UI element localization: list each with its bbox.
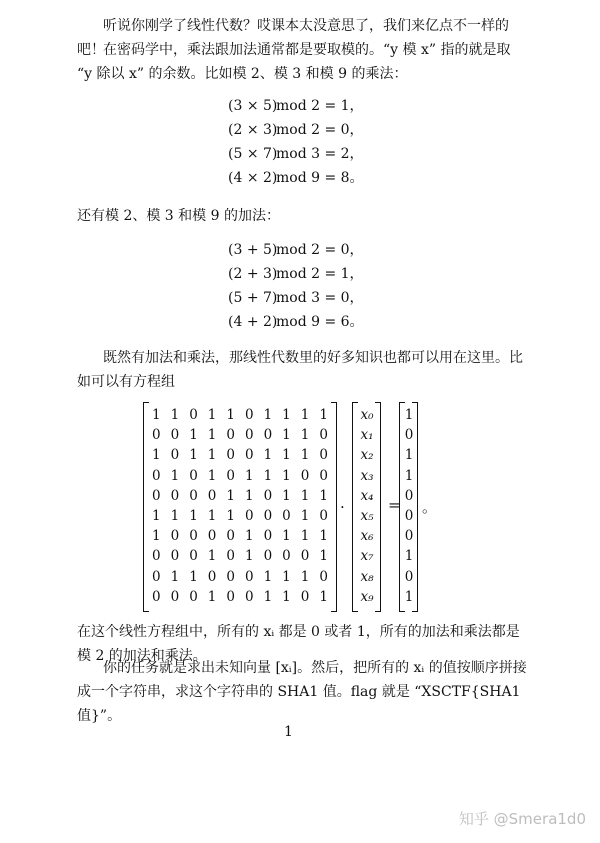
matrix-cell: 0 bbox=[226, 548, 235, 565]
result-right-bracket bbox=[412, 402, 418, 612]
matrix-cell: 0 bbox=[170, 588, 180, 605]
matrix-cell: 0 bbox=[226, 447, 235, 464]
matrix-cell: 1 bbox=[319, 548, 328, 565]
equation-row bbox=[228, 310, 364, 334]
matrix-cell: 0 bbox=[226, 588, 235, 605]
matrix-cell: 1 bbox=[189, 427, 198, 444]
matrix-right-bracket bbox=[331, 402, 337, 612]
result-cell: 1 bbox=[404, 407, 414, 423]
matrix-cell: 0 bbox=[189, 588, 198, 605]
matrix-cell: 0 bbox=[207, 528, 217, 545]
matrix-cell: 1 bbox=[152, 407, 161, 423]
result-cell: 1 bbox=[404, 548, 414, 565]
matrix-cell: 1 bbox=[282, 588, 291, 605]
matrix-cell: 0 bbox=[189, 487, 198, 504]
equation-rhs: mod 9 = 6。 bbox=[276, 314, 364, 330]
addition-intro-paragraph: 还有模 2、模 3 和模 9 的加法： bbox=[77, 208, 280, 224]
matrix-cell: 0 bbox=[152, 427, 161, 444]
matrix-cell: 0 bbox=[152, 588, 161, 605]
matrix-cell: 1 bbox=[263, 407, 273, 423]
matrix-cell: 0 bbox=[263, 528, 273, 545]
equation-lhs: (4 × 2) bbox=[228, 170, 278, 186]
matrix-cell: 1 bbox=[226, 487, 235, 504]
unknown-cell: x₇ bbox=[360, 548, 374, 565]
result-cell: 0 bbox=[404, 528, 414, 545]
matrix-cell: 1 bbox=[300, 407, 310, 423]
matrix-cell: 0 bbox=[170, 447, 180, 464]
result-cell: 0 bbox=[404, 427, 414, 444]
matrix-cell: 0 bbox=[300, 467, 310, 484]
task-paragraph: 你的任务就是求出未知向量 [xᵢ]。然后，把所有的 xᵢ 的值按顺序拼接成一个字符串，求这个字符串的 SHA1 值。flag 就是 “XSCTF{SHA1 值}”。 bbox=[77, 660, 527, 724]
matrix-cell: 1 bbox=[263, 568, 273, 585]
unknown-cell: x₈ bbox=[360, 568, 374, 585]
result-cell: 1 bbox=[404, 447, 414, 464]
system-intro-paragraph: 既然有加法和乘法，那线性代数里的好多知识也都可以用在这里。比如可以有方程组 bbox=[77, 350, 523, 390]
matrix-cell: 1 bbox=[207, 548, 217, 565]
equation-rhs: mod 2 = 0， bbox=[276, 122, 364, 138]
matrix-cell: 1 bbox=[263, 588, 273, 605]
matrix-cell: 1 bbox=[282, 447, 291, 464]
unknown-cell: x₉ bbox=[360, 588, 374, 605]
matrix-cell: 1 bbox=[207, 588, 217, 605]
equation-row bbox=[228, 94, 364, 118]
watermark: 知乎 @Smera1d0 bbox=[458, 810, 586, 828]
equation-lhs: (5 × 7) bbox=[228, 146, 278, 162]
page-number: 1 bbox=[284, 724, 293, 740]
matrix-cell: 1 bbox=[244, 528, 254, 545]
equation-rhs: mod 2 = 1， bbox=[276, 266, 364, 282]
matrix-cell: 1 bbox=[207, 407, 217, 423]
matrix-cell: 0 bbox=[189, 467, 198, 484]
matrix-cell: 1 bbox=[319, 487, 328, 504]
matrix-cell: 0 bbox=[152, 548, 161, 565]
matrix-cell: 1 bbox=[282, 467, 291, 484]
matrix-cell: 1 bbox=[152, 528, 161, 545]
matrix-cell: 0 bbox=[263, 507, 273, 524]
matrix-cell: 1 bbox=[207, 427, 217, 444]
matrix-cell: 1 bbox=[319, 528, 328, 545]
matrix-cell: 0 bbox=[282, 507, 291, 524]
matrix-cell: 0 bbox=[226, 427, 235, 444]
matrix-cell: 0 bbox=[207, 487, 217, 504]
matrix-cell: 1 bbox=[282, 568, 291, 585]
matrix-cell: 1 bbox=[207, 447, 217, 464]
matrix-cell: 1 bbox=[300, 447, 310, 464]
matrix-cell: 1 bbox=[170, 407, 180, 423]
matrix-cell: 1 bbox=[244, 467, 254, 484]
unknown-cell: x₅ bbox=[360, 507, 374, 524]
matrix-cell: 0 bbox=[319, 467, 328, 484]
matrix-cell: 1 bbox=[300, 427, 310, 444]
matrix-cell: 0 bbox=[189, 548, 198, 565]
matrix-cell: 1 bbox=[226, 507, 235, 524]
multiply-dot: · bbox=[340, 498, 345, 516]
matrix-cell: 0 bbox=[300, 548, 310, 565]
matrix-cell: 1 bbox=[282, 528, 291, 545]
constraint-paragraph: 在这个线性方程组中，所有的 xᵢ 都是 0 或者 1，所有的加法和乘法都是模 2 的加法和乘法。 bbox=[77, 624, 520, 664]
modulo-explanation-paragraph: 在密码学中，乘法跟加法通常都是要取模的。“y 模 x” 指的就是取 “y 除以 x” 的余数。比如模 2、模 3 和模 9 的乘法： bbox=[77, 42, 511, 82]
matrix-cell: 1 bbox=[300, 568, 310, 585]
matrix-cell: 0 bbox=[189, 407, 198, 423]
matrix-cell: 1 bbox=[170, 568, 180, 585]
intro-paragraph: 听说你刚学了线性代数？哎课本太没意思了，我们来亿点不一样的吧！ bbox=[77, 18, 509, 58]
matrix-cell: 0 bbox=[282, 548, 291, 565]
matrix-cell: 1 bbox=[282, 427, 291, 444]
result-cell: 0 bbox=[404, 568, 414, 585]
unknown-cell: x₆ bbox=[360, 528, 374, 545]
matrix-cell: 1 bbox=[282, 487, 291, 504]
matrix-cell: 0 bbox=[263, 548, 273, 565]
matrix-cell: 1 bbox=[300, 487, 310, 504]
matrix-cell: 1 bbox=[226, 407, 235, 423]
equation-rhs: mod 3 = 0， bbox=[276, 290, 364, 306]
matrix-cell: 0 bbox=[170, 528, 180, 545]
matrix-cell: 0 bbox=[319, 507, 328, 524]
matrix-cell: 0 bbox=[244, 427, 254, 444]
matrix-cell: 1 bbox=[152, 507, 161, 524]
equation-lhs: (3 × 5) bbox=[228, 98, 278, 114]
matrix-cell: 1 bbox=[282, 407, 291, 423]
equation-rhs: mod 9 = 8。 bbox=[276, 170, 364, 186]
matrix-cell: 0 bbox=[244, 407, 254, 423]
matrix-cell: 1 bbox=[244, 487, 254, 504]
matrix-cell: 0 bbox=[207, 568, 217, 585]
matrix-cell: 0 bbox=[170, 487, 180, 504]
coefficient-matrix bbox=[147, 405, 333, 607]
equation-lhs: (2 × 3) bbox=[228, 122, 278, 138]
vector-right-bracket bbox=[375, 402, 381, 612]
matrix-cell: 0 bbox=[152, 568, 161, 585]
matrix-cell: 0 bbox=[300, 588, 310, 605]
equation-lhs: (5 + 7) bbox=[228, 290, 278, 306]
equation-lhs: (3 + 5) bbox=[228, 242, 278, 258]
equation-row bbox=[228, 166, 364, 190]
unknown-cell: x₃ bbox=[360, 467, 374, 484]
matrix-cell: 0 bbox=[226, 467, 235, 484]
matrix-cell: 0 bbox=[263, 427, 273, 444]
matrix-cell: 1 bbox=[189, 507, 198, 524]
matrix-cell: 0 bbox=[244, 447, 254, 464]
unknown-cell: x₁ bbox=[360, 427, 374, 444]
equation-row bbox=[228, 262, 364, 286]
equation-row bbox=[228, 142, 364, 166]
matrix-cell: 1 bbox=[189, 447, 198, 464]
matrix-cell: 0 bbox=[319, 427, 328, 444]
equation-lhs: (4 + 2) bbox=[228, 314, 278, 330]
matrix-cell: 0 bbox=[152, 467, 161, 484]
equation-row bbox=[228, 238, 364, 262]
unknown-cell: x₂ bbox=[360, 447, 374, 464]
matrix-cell: 1 bbox=[319, 407, 328, 423]
equation-rhs: mod 2 = 1， bbox=[276, 98, 364, 114]
matrix-cell: 0 bbox=[263, 487, 273, 504]
matrix-cell: 0 bbox=[170, 548, 180, 565]
matrix-cell: 0 bbox=[170, 427, 180, 444]
matrix-cell: 0 bbox=[226, 528, 235, 545]
equation-row bbox=[228, 118, 364, 142]
matrix-cell: 1 bbox=[244, 548, 254, 565]
equation-lhs: (2 + 3) bbox=[228, 266, 278, 282]
matrix-cell: 0 bbox=[244, 568, 254, 585]
result-cell: 0 bbox=[404, 487, 414, 504]
unknown-cell: x₄ bbox=[360, 487, 374, 504]
result-cell: 0 bbox=[404, 507, 414, 524]
matrix-cell: 0 bbox=[226, 568, 235, 585]
unknown-cell: x₀ bbox=[360, 407, 374, 423]
equation-row bbox=[228, 286, 364, 310]
matrix-cell: 0 bbox=[189, 528, 198, 545]
matrix-cell: 1 bbox=[189, 568, 198, 585]
equation-rhs: mod 2 = 0， bbox=[276, 242, 364, 258]
matrix-cell: 0 bbox=[319, 568, 328, 585]
matrix-cell: 0 bbox=[244, 588, 254, 605]
matrix-cell: 1 bbox=[152, 447, 161, 464]
result-cell: 1 bbox=[404, 467, 414, 484]
matrix-cell: 1 bbox=[300, 507, 310, 524]
matrix-cell: 1 bbox=[263, 467, 273, 484]
matrix-cell: 0 bbox=[319, 447, 328, 464]
equation-period: 。 bbox=[422, 498, 438, 516]
matrix-cell: 1 bbox=[170, 507, 180, 524]
matrix-cell: 1 bbox=[263, 447, 273, 464]
matrix-cell: 1 bbox=[207, 507, 217, 524]
matrix-cell: 0 bbox=[244, 507, 254, 524]
matrix-cell: 1 bbox=[170, 467, 180, 484]
result-cell: 1 bbox=[404, 588, 414, 605]
equals-sign: = bbox=[388, 496, 401, 514]
matrix-cell: 1 bbox=[319, 588, 328, 605]
linear-system bbox=[143, 402, 443, 610]
equation-rhs: mod 3 = 2， bbox=[276, 146, 364, 162]
matrix-cell: 1 bbox=[207, 467, 217, 484]
matrix-cell: 0 bbox=[152, 487, 161, 504]
matrix-cell: 1 bbox=[300, 528, 310, 545]
